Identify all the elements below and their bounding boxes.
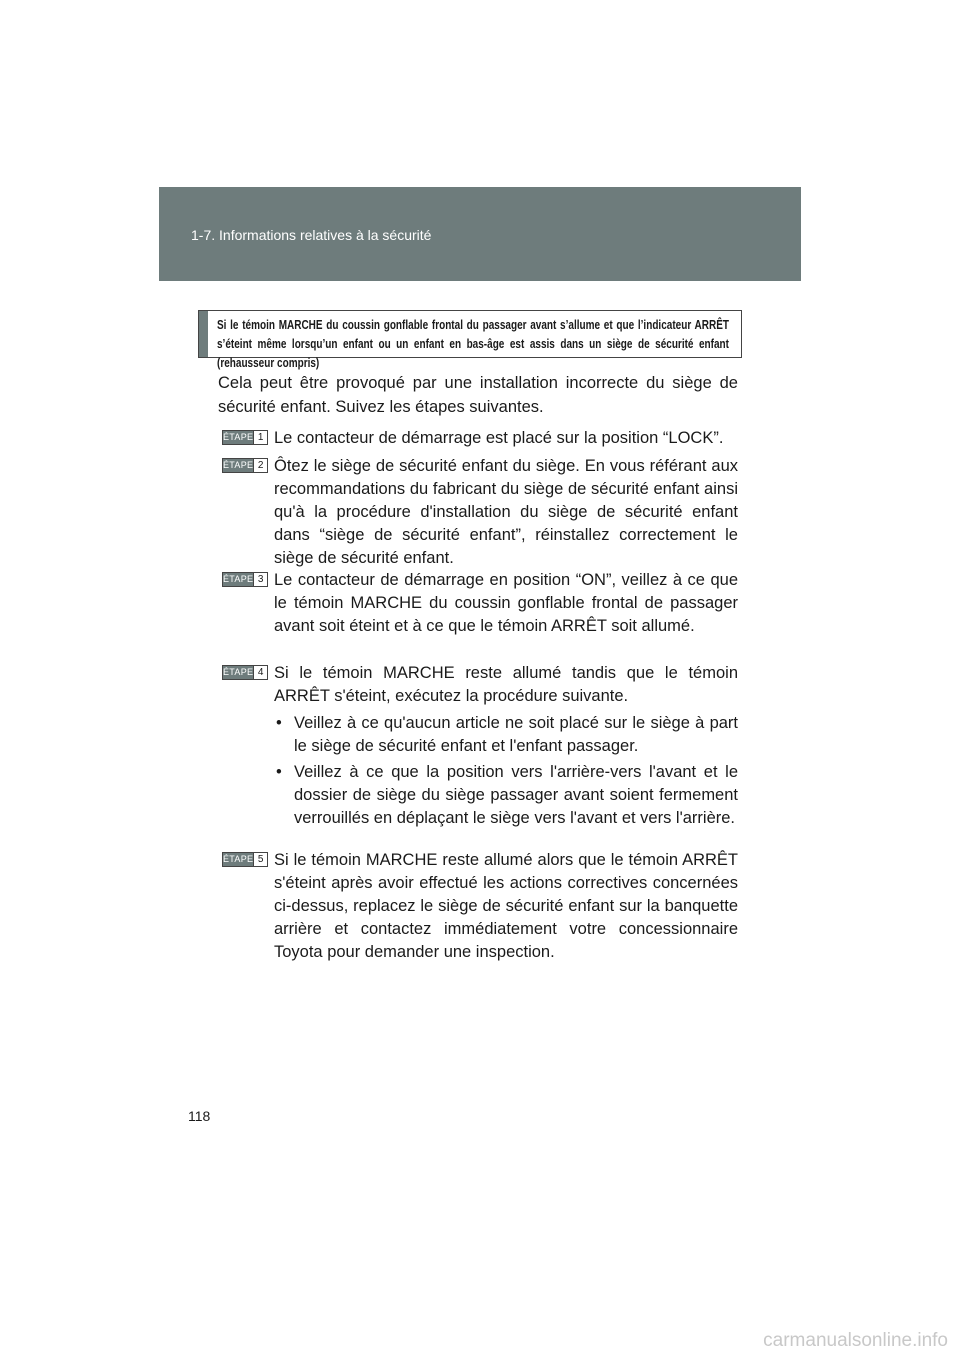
step-1 [222, 427, 738, 450]
step-badge-number: 3 [253, 573, 267, 586]
bullet-text: Veillez à ce que la position vers l'arrière-vers l'avant et le dossier de siège du siège passager avant soient fermement verrouillés en déplaçant le siège vers l'avant et vers l'arrière. [294, 763, 738, 827]
step-badge [222, 665, 268, 680]
step-badge-label: ÉTAPE [223, 460, 254, 470]
step-badge [222, 852, 268, 867]
intro-paragraph: Cela peut être provoqué par une installation incorrecte du siège de sécurité enfant. Suivez les étapes suivantes. [218, 374, 738, 416]
list-item [274, 761, 738, 830]
step-badge [222, 572, 268, 587]
watermark: carmanualsonline.info [763, 1330, 948, 1351]
step-badge-label: ÉTAPE [223, 432, 254, 442]
list-item [274, 712, 738, 758]
step-text: Ôtez le siège de sécurité enfant du siège. En vous référant aux recommandations du fabricant du siège de sécurité enfant ainsi qu'à la procédure d'installation du siège de sécurité enfant dans “siège de sécurité enfant”, réinstallez correctement le siège de sécurité enfant. [274, 457, 738, 567]
step-text: Le contacteur de démarrage est placé sur la position “LOCK”. [274, 429, 724, 447]
step-text: Si le témoin MARCHE reste allumé tandis que le témoin ARRÊT s'éteint, exécutez la procédure suivante. [274, 664, 738, 705]
bullet-text: Veillez à ce qu'aucun article ne soit placé sur le siège à part le siège de sécurité enfant et l'enfant passager. [294, 714, 738, 755]
step-2 [222, 455, 738, 570]
step-badge-number: 4 [253, 666, 267, 679]
step-3 [222, 569, 738, 638]
step-badge-label: ÉTAPE [223, 667, 254, 677]
step-badge-number: 5 [253, 853, 267, 866]
step-text: Si le témoin MARCHE reste allumé alors que le témoin ARRÊT s'éteint après avoir effectué les actions correctives concernées ci-dessus, replacez le siège de sécurité enfant sur la banquette arrière et contactez immédiatement votre concessionnaire Toyota pour demander une inspection. [274, 851, 738, 961]
bullet-dot: • [276, 714, 282, 732]
step-badge [222, 458, 268, 473]
step-4 [222, 662, 738, 833]
step-text: Le contacteur de démarrage en position “ON”, veillez à ce que le témoin MARCHE du coussin gonflable frontal de passager avant soit éteint et à ce que le témoin ARRÊT soit allumé. [274, 571, 738, 635]
step-badge-number: 2 [253, 459, 267, 472]
chapter-header [159, 187, 801, 281]
topic-title-box [198, 310, 742, 370]
step-badge-label: ÉTAPE [223, 574, 254, 584]
page-number: 118 [188, 1108, 211, 1124]
step-badge-label: ÉTAPE [223, 854, 254, 864]
step-badge-number: 1 [253, 431, 267, 444]
step-5 [222, 849, 738, 964]
topic-title: Si le témoin MARCHE du coussin gonflable frontal du passager avant s’allume et que l’indicateur ARRÊT s’éteint même lorsqu’un enfant ou un enfant en bas-âge est assis dans un siège de sécurité enfant (rehausseur compris) [217, 318, 729, 370]
bullet-dot: • [276, 763, 282, 781]
step-4-bullets [274, 712, 738, 830]
step-badge [222, 430, 268, 445]
title-accent-bar [199, 311, 208, 357]
section-title: 1-7. Informations relatives à la sécurité [191, 227, 432, 243]
